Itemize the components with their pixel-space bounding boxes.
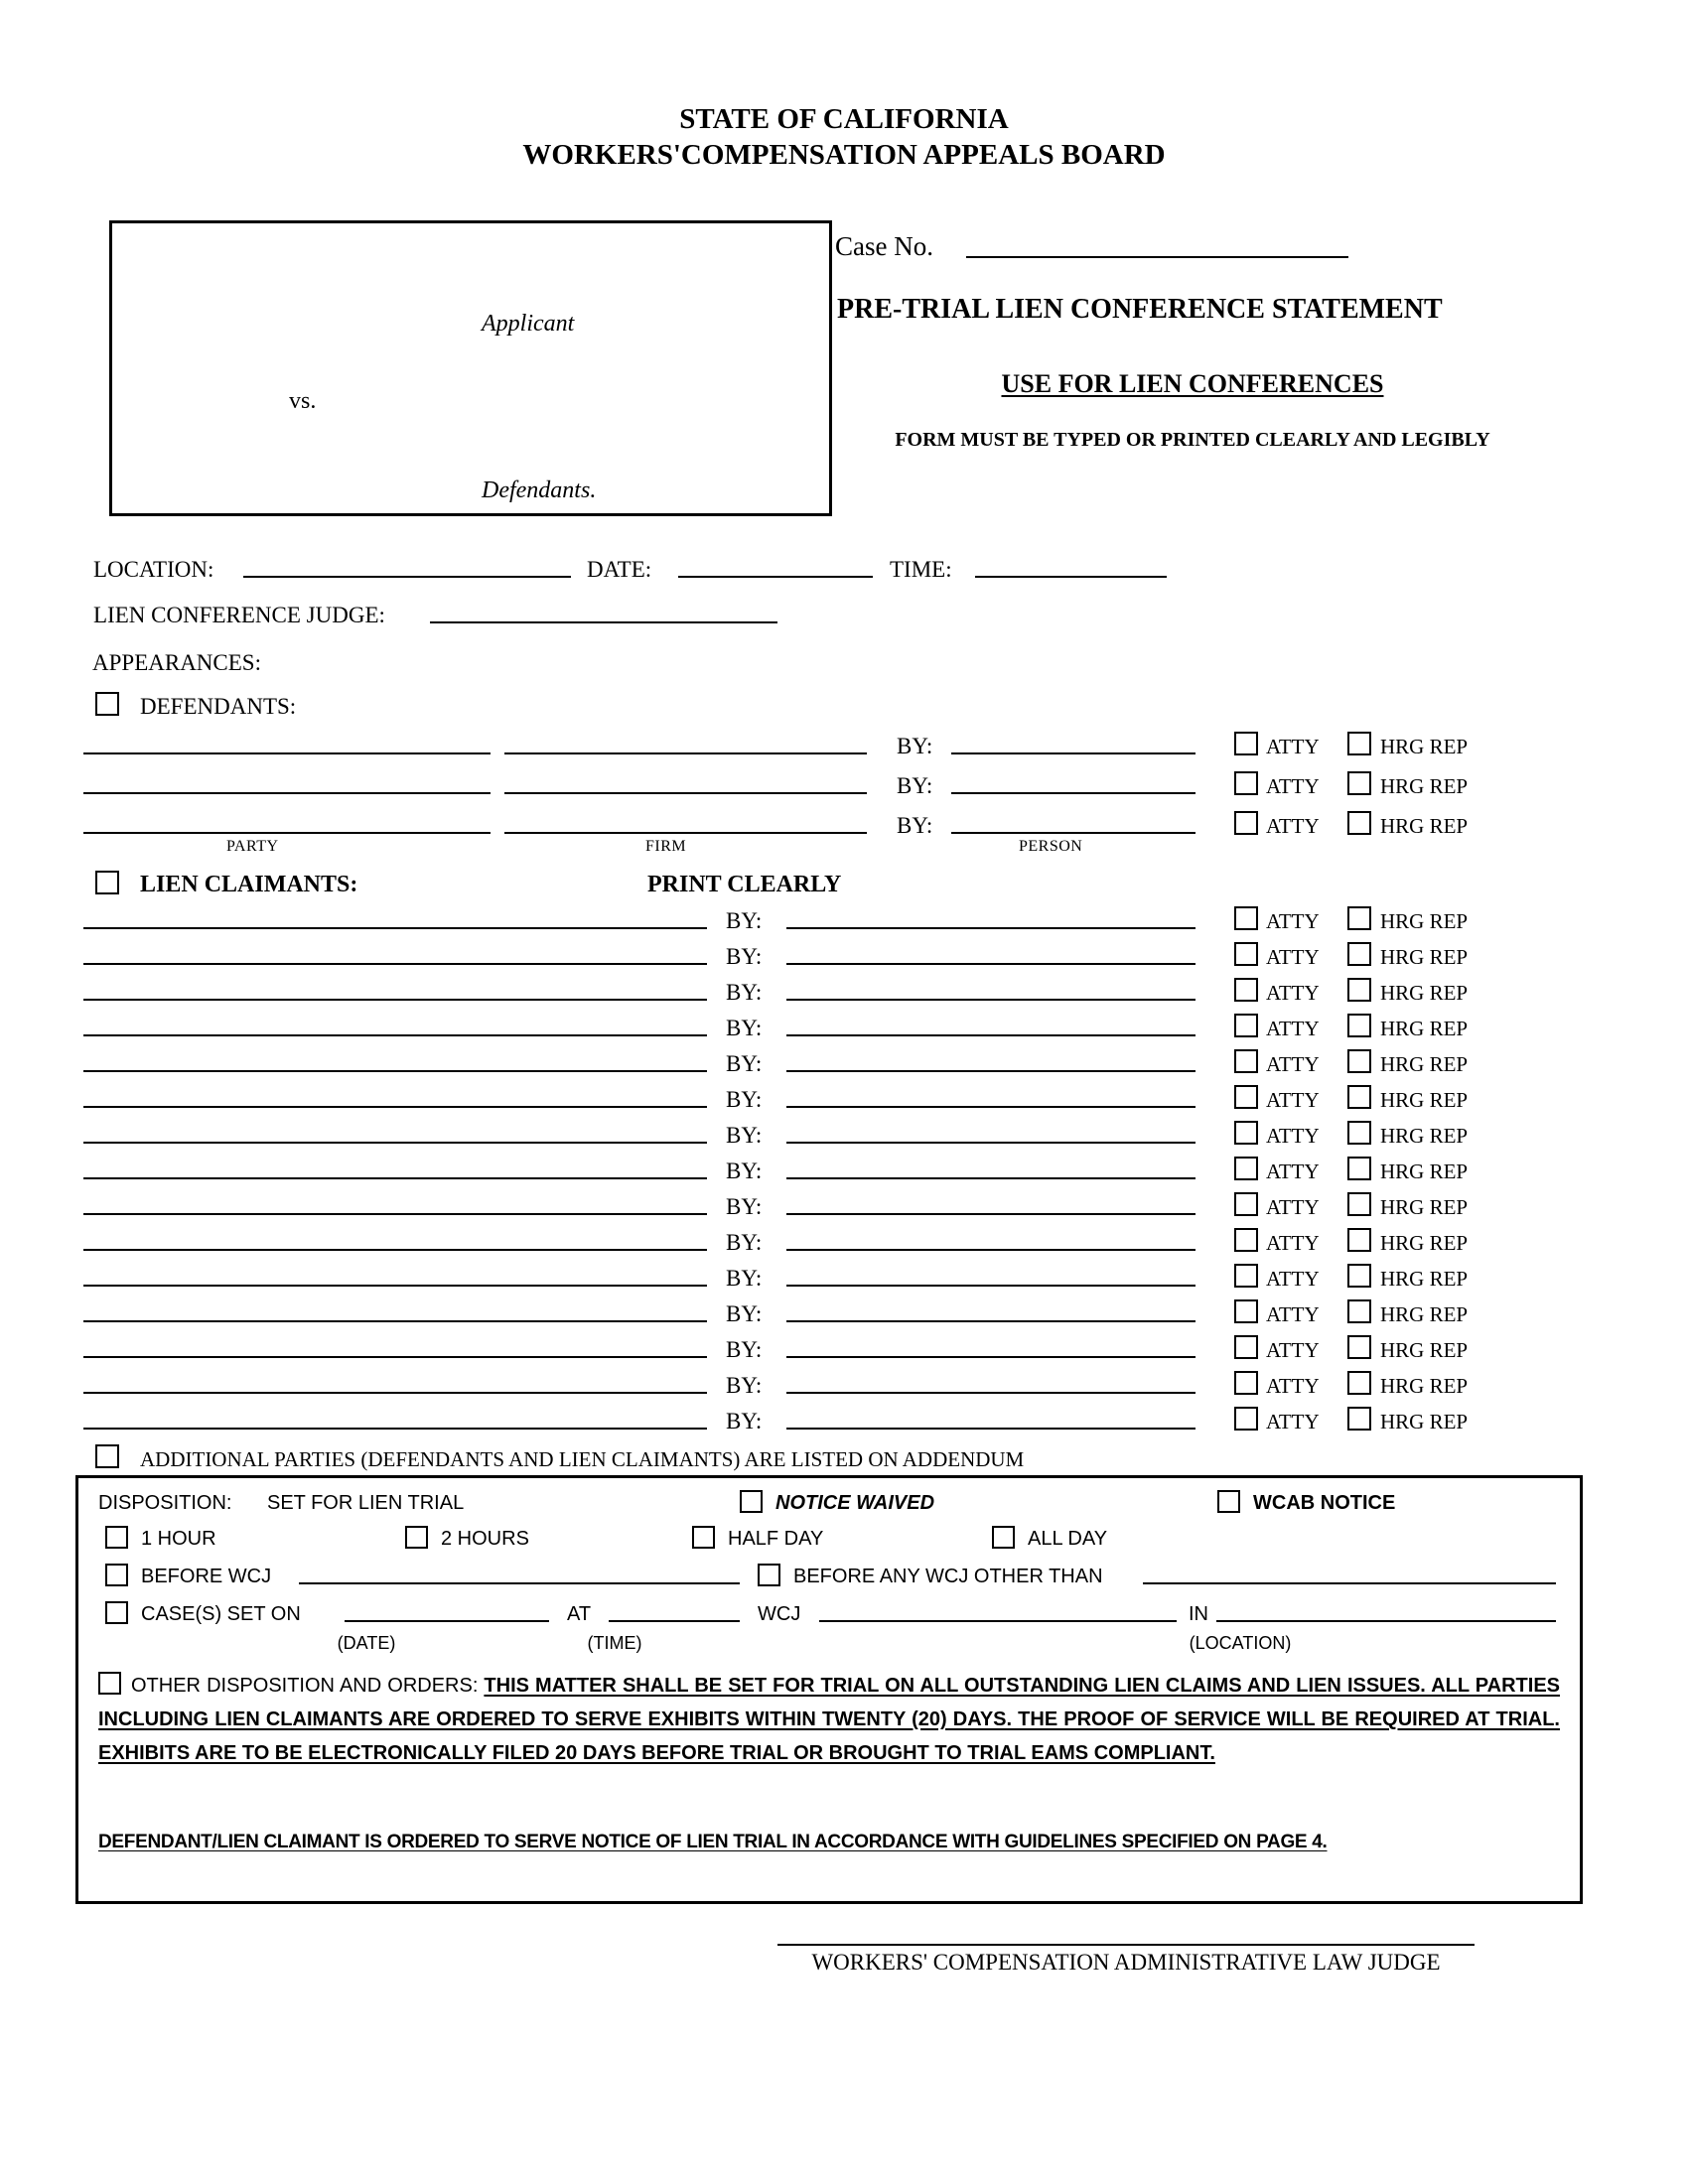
hrg-rep-label: HRG REP [1380, 813, 1469, 838]
hrg-rep-checkbox[interactable] [1347, 1014, 1371, 1037]
lien-claimant-name-input[interactable] [83, 1285, 707, 1287]
lien-claimant-name-input[interactable] [83, 999, 707, 1001]
by-label: BY: [897, 733, 933, 758]
hrg-rep-checkbox[interactable] [1347, 978, 1371, 1002]
atty-checkbox[interactable] [1234, 771, 1258, 795]
half-day-label: HALF DAY [728, 1528, 824, 1550]
disposition-header-row [78, 1486, 1574, 1518]
by-label: BY: [726, 1265, 763, 1291]
by-label: BY: [726, 1086, 763, 1112]
time-caption: (TIME) [587, 1633, 642, 1653]
lien-by-input[interactable] [786, 999, 1196, 1001]
atty-checkbox[interactable] [1234, 811, 1258, 835]
time-input[interactable] [975, 576, 1167, 578]
hrg-rep-checkbox[interactable] [1347, 942, 1371, 966]
atty-label: ATTY [1266, 944, 1320, 969]
date-caption: (DATE) [337, 1633, 396, 1653]
hrg-rep-checkbox[interactable] [1347, 1085, 1371, 1109]
atty-label: ATTY [1266, 773, 1320, 798]
lien-claimant-name-input[interactable] [83, 1106, 707, 1108]
hrg-rep-checkbox[interactable] [1347, 906, 1371, 930]
lien-claimant-name-input[interactable] [83, 1142, 707, 1144]
lien-claimant-row [0, 1400, 1688, 1435]
lien-claimant-row [0, 935, 1688, 971]
lien-claimant-row [0, 1328, 1688, 1364]
defendant-row [0, 804, 1688, 840]
signature-line[interactable] [777, 1944, 1475, 1946]
case-caption-box [109, 220, 832, 516]
atty-label: ATTY [1266, 1409, 1320, 1433]
lien-by-input[interactable] [786, 1177, 1196, 1179]
atty-checkbox[interactable] [1234, 1228, 1258, 1252]
atty-checkbox[interactable] [1234, 1264, 1258, 1288]
lien-by-input[interactable] [786, 963, 1196, 965]
lien-claimant-row [0, 1042, 1688, 1078]
signature-label: WORKERS' COMPENSATION ADMINISTRATIVE LAW JUDGE [811, 1950, 1441, 1975]
hrg-rep-label: HRG REP [1380, 1123, 1469, 1148]
lien-claimant-row [0, 1150, 1688, 1185]
atty-checkbox[interactable] [1234, 978, 1258, 1002]
lien-by-input[interactable] [786, 1428, 1196, 1430]
lien-claimant-row [0, 1293, 1688, 1328]
hrg-rep-label: HRG REP [1380, 1409, 1469, 1433]
applicant-label: Applicant [482, 311, 575, 337]
defendant-firm-input[interactable] [504, 832, 867, 834]
before-wcj-checkbox[interactable] [105, 1564, 128, 1586]
atty-checkbox[interactable] [1234, 1157, 1258, 1180]
form-header-state: STATE OF CALIFORNIA [679, 103, 1009, 135]
two-hours-label: 2 HOURS [441, 1528, 529, 1550]
defendant-party-input[interactable] [83, 752, 491, 754]
atty-label: ATTY [1266, 734, 1320, 758]
time-label: TIME: [890, 556, 952, 582]
hrg-rep-label: HRG REP [1380, 1337, 1469, 1362]
wcj-label: WCJ [758, 1603, 801, 1625]
lien-claimant-row [0, 1007, 1688, 1042]
by-label: BY: [726, 907, 763, 933]
atty-checkbox[interactable] [1234, 732, 1258, 755]
atty-checkbox[interactable] [1234, 942, 1258, 966]
defendants-header-row [0, 685, 1688, 721]
atty-checkbox[interactable] [1234, 906, 1258, 930]
defendant-row [0, 764, 1688, 800]
lien-claimant-name-input[interactable] [83, 1177, 707, 1179]
defendant-firm-input[interactable] [504, 752, 867, 754]
lien-claimant-row [0, 1257, 1688, 1293]
other-disposition-checkbox[interactable] [98, 1672, 121, 1695]
hrg-rep-checkbox[interactable] [1347, 732, 1371, 755]
atty-label: ATTY [1266, 1266, 1320, 1291]
defendant-person-input[interactable] [951, 832, 1196, 834]
hrg-rep-checkbox[interactable] [1347, 771, 1371, 795]
disposition-box [75, 1475, 1583, 1904]
atty-label: ATTY [1266, 1337, 1320, 1362]
hrg-rep-label: HRG REP [1380, 1266, 1469, 1291]
additional-parties-checkbox[interactable] [95, 1444, 119, 1468]
serve-notice-order-text: DEFENDANT/LIEN CLAIMANT IS ORDERED TO SERVE NOTICE OF LIEN TRIAL IN ACCORDANCE WITH GUIDELINES SPECIFIED ON PAGE 4. [98, 1832, 1328, 1852]
atty-label: ATTY [1266, 980, 1320, 1005]
cases-set-row [78, 1597, 1574, 1629]
notice-waived-label: NOTICE WAIVED [775, 1492, 935, 1514]
hrg-rep-label: HRG REP [1380, 1159, 1469, 1183]
hrg-rep-label: HRG REP [1380, 1087, 1469, 1112]
hrg-rep-checkbox[interactable] [1347, 1192, 1371, 1216]
atty-label: ATTY [1266, 1373, 1320, 1398]
form-instruction: FORM MUST BE TYPED OR PRINTED CLEARLY AND LEGIBLY [895, 429, 1490, 451]
lien-claimant-name-input[interactable] [83, 1070, 707, 1072]
appearances-label: APPEARANCES: [92, 650, 261, 675]
by-label: BY: [897, 772, 933, 798]
lien-by-input[interactable] [786, 1106, 1196, 1108]
hrg-rep-checkbox[interactable] [1347, 1121, 1371, 1145]
lien-claimant-row [0, 1078, 1688, 1114]
hrg-rep-label: HRG REP [1380, 944, 1469, 969]
lien-claimant-name-input[interactable] [83, 1320, 707, 1322]
hrg-rep-checkbox[interactable] [1347, 1228, 1371, 1252]
hrg-rep-label: HRG REP [1380, 1230, 1469, 1255]
wcab-notice-label: WCAB NOTICE [1253, 1492, 1396, 1514]
wcab-notice-checkbox[interactable] [1217, 1490, 1240, 1513]
case-set-location-input[interactable] [1216, 1620, 1556, 1622]
lien-claimant-row [0, 1185, 1688, 1221]
hrg-rep-checkbox[interactable] [1347, 1299, 1371, 1323]
print-clearly-label: PRINT CLEARLY [647, 871, 842, 897]
lien-claimant-name-input[interactable] [83, 1356, 707, 1358]
atty-checkbox[interactable] [1234, 1407, 1258, 1431]
atty-label: ATTY [1266, 1194, 1320, 1219]
atty-checkbox[interactable] [1234, 1192, 1258, 1216]
hrg-rep-label: HRG REP [1380, 908, 1469, 933]
one-hour-label: 1 HOUR [141, 1528, 216, 1550]
in-label: IN [1189, 1603, 1208, 1625]
lien-claimants-header-row [0, 862, 1688, 899]
case-set-time-input[interactable] [609, 1620, 740, 1622]
half-day-checkbox[interactable] [692, 1526, 715, 1549]
lien-by-input[interactable] [786, 1285, 1196, 1287]
vs-label: vs. [289, 388, 317, 414]
defendant-person-input[interactable] [951, 792, 1196, 794]
lien-claimant-name-input[interactable] [83, 1428, 707, 1430]
location-caption: (LOCATION) [1189, 1633, 1292, 1653]
person-column-label: PERSON [1019, 838, 1083, 855]
by-label: BY: [726, 1193, 763, 1219]
location-label: LOCATION: [93, 556, 214, 582]
other-disposition-paragraph [98, 1669, 1560, 1770]
defendants-label: DEFENDANTS: [140, 693, 297, 719]
lien-by-input[interactable] [786, 1070, 1196, 1072]
cases-set-on-label: CASE(S) SET ON [141, 1603, 301, 1625]
before-wcj-row [78, 1560, 1574, 1591]
additional-parties-label: ADDITIONAL PARTIES (DEFENDANTS AND LIEN CLAIMANTS) ARE LISTED ON ADDENDUM [140, 1446, 1025, 1471]
defendants-caption-label: Defendants. [482, 478, 597, 503]
form-subtitle-text: USE FOR LIEN CONFERENCES [1001, 369, 1384, 398]
date-label: DATE: [587, 556, 652, 582]
before-wcj-label: BEFORE WCJ [141, 1566, 272, 1587]
date-input[interactable] [678, 576, 873, 578]
hrg-rep-checkbox[interactable] [1347, 1335, 1371, 1359]
lien-claimant-name-input[interactable] [83, 1213, 707, 1215]
lien-by-input[interactable] [786, 1320, 1196, 1322]
before-any-wcj-checkbox[interactable] [758, 1564, 780, 1586]
atty-label: ATTY [1266, 1123, 1320, 1148]
lien-by-input[interactable] [786, 1356, 1196, 1358]
lien-claimant-row [0, 1114, 1688, 1150]
before-any-wcj-input[interactable] [1143, 1582, 1556, 1584]
before-any-wcj-label: BEFORE ANY WCJ OTHER THAN [793, 1566, 1103, 1587]
case-number-row [0, 224, 1688, 264]
hrg-rep-checkbox[interactable] [1347, 1264, 1371, 1288]
lien-claimant-name-input[interactable] [83, 1249, 707, 1251]
hrg-rep-label: HRG REP [1380, 1194, 1469, 1219]
lien-by-input[interactable] [786, 1142, 1196, 1144]
additional-parties-row [0, 1437, 1688, 1473]
defendant-party-input[interactable] [83, 792, 491, 794]
notice-waived-checkbox[interactable] [740, 1490, 763, 1513]
atty-checkbox[interactable] [1234, 1335, 1258, 1359]
by-label: BY: [726, 1336, 763, 1362]
cases-set-on-checkbox[interactable] [105, 1601, 128, 1624]
atty-checkbox[interactable] [1234, 1085, 1258, 1109]
case-number-label: Case No. [835, 231, 933, 262]
lien-by-input[interactable] [786, 1249, 1196, 1251]
location-date-time-row [0, 548, 1688, 584]
by-label: BY: [726, 943, 763, 969]
hrg-rep-label: HRG REP [1380, 1016, 1469, 1040]
defendant-party-input[interactable] [83, 832, 491, 834]
by-label: BY: [726, 979, 763, 1005]
case-number-input[interactable] [966, 256, 1348, 258]
atty-checkbox[interactable] [1234, 1121, 1258, 1145]
all-day-checkbox[interactable] [992, 1526, 1015, 1549]
other-disposition-label: OTHER DISPOSITION AND ORDERS: [131, 1675, 479, 1697]
lien-claimants-label: LIEN CLAIMANTS: [140, 871, 358, 897]
lien-claimant-row [0, 1364, 1688, 1400]
before-wcj-input[interactable] [299, 1582, 740, 1584]
lien-by-input[interactable] [786, 1034, 1196, 1036]
lien-claimants-checkbox[interactable] [95, 871, 119, 894]
at-label: AT [567, 1603, 592, 1625]
firm-column-label: FIRM [645, 838, 687, 855]
by-label: BY: [897, 812, 933, 838]
judge-input[interactable] [430, 621, 777, 623]
hrg-rep-checkbox[interactable] [1347, 1049, 1371, 1073]
duration-row [78, 1522, 1574, 1554]
by-label: BY: [726, 1158, 763, 1183]
party-column-label: PARTY [226, 838, 279, 855]
lien-claimant-row [0, 971, 1688, 1007]
hrg-rep-label: HRG REP [1380, 980, 1469, 1005]
lien-by-input[interactable] [786, 1392, 1196, 1394]
atty-checkbox[interactable] [1234, 1371, 1258, 1395]
hrg-rep-label: HRG REP [1380, 1373, 1469, 1398]
judge-label: LIEN CONFERENCE JUDGE: [93, 602, 385, 627]
by-label: BY: [726, 1015, 763, 1040]
atty-label: ATTY [1266, 813, 1320, 838]
set-for-lien-trial-label: SET FOR LIEN TRIAL [267, 1492, 465, 1514]
hrg-rep-label: HRG REP [1380, 734, 1469, 758]
other-disposition-text: THIS MATTER SHALL BE SET FOR TRIAL ON ALL OUTSTANDING LIEN CLAIMS AND LIEN ISSUES. ALL PARTIES INCLUDING LIEN CLAIMANTS ARE ORDERED TO SERVE EXHIBITS WITHIN TWENTY (20) DAYS. THE PROOF OF SERVICE WILL BE REQUIRED AT TRIAL. EXHIBITS ARE TO BE ELECTRONICALLY FILED 20 DAYS BEFORE TRIAL OR BROUGHT TO TRIAL EAMS COMPLIANT. [98, 1675, 1560, 1764]
atty-label: ATTY [1266, 1301, 1320, 1326]
by-label: BY: [726, 1300, 763, 1326]
atty-checkbox[interactable] [1234, 1014, 1258, 1037]
hrg-rep-checkbox[interactable] [1347, 1371, 1371, 1395]
defendants-checkbox[interactable] [95, 692, 119, 716]
lien-claimant-name-input[interactable] [83, 1034, 707, 1036]
form-subtitle [839, 369, 1546, 399]
atty-label: ATTY [1266, 1051, 1320, 1076]
atty-label: ATTY [1266, 908, 1320, 933]
hrg-rep-checkbox[interactable] [1347, 811, 1371, 835]
case-set-wcj-input[interactable] [819, 1620, 1177, 1622]
hrg-rep-label: HRG REP [1380, 1051, 1469, 1076]
location-input[interactable] [243, 576, 571, 578]
one-hour-checkbox[interactable] [105, 1526, 128, 1549]
by-label: BY: [726, 1122, 763, 1148]
atty-checkbox[interactable] [1234, 1049, 1258, 1073]
defendant-firm-input[interactable] [504, 792, 867, 794]
lien-claimant-row [0, 899, 1688, 935]
case-set-date-input[interactable] [345, 1620, 549, 1622]
by-label: BY: [726, 1050, 763, 1076]
form-title: PRE-TRIAL LIEN CONFERENCE STATEMENT [837, 294, 1443, 325]
lien-claimant-row [0, 1221, 1688, 1257]
hrg-rep-label: HRG REP [1380, 773, 1469, 798]
lien-by-input[interactable] [786, 927, 1196, 929]
lien-by-input[interactable] [786, 1213, 1196, 1215]
hrg-rep-label: HRG REP [1380, 1301, 1469, 1326]
atty-label: ATTY [1266, 1230, 1320, 1255]
defendant-row [0, 725, 1688, 760]
by-label: BY: [726, 1372, 763, 1398]
lien-claimant-name-input[interactable] [83, 1392, 707, 1394]
atty-checkbox[interactable] [1234, 1299, 1258, 1323]
atty-label: ATTY [1266, 1016, 1320, 1040]
atty-label: ATTY [1266, 1087, 1320, 1112]
form-header-board: WORKERS'COMPENSATION APPEALS BOARD [522, 139, 1166, 171]
judge-row [0, 594, 1688, 629]
lien-claimant-name-input[interactable] [83, 963, 707, 965]
two-hours-checkbox[interactable] [405, 1526, 428, 1549]
lien-claimant-name-input[interactable] [83, 927, 707, 929]
defendant-person-input[interactable] [951, 752, 1196, 754]
by-label: BY: [726, 1229, 763, 1255]
hrg-rep-checkbox[interactable] [1347, 1407, 1371, 1431]
hrg-rep-checkbox[interactable] [1347, 1157, 1371, 1180]
atty-label: ATTY [1266, 1159, 1320, 1183]
disposition-label: DISPOSITION: [98, 1492, 232, 1514]
by-label: BY: [726, 1408, 763, 1433]
all-day-label: ALL DAY [1028, 1528, 1108, 1550]
